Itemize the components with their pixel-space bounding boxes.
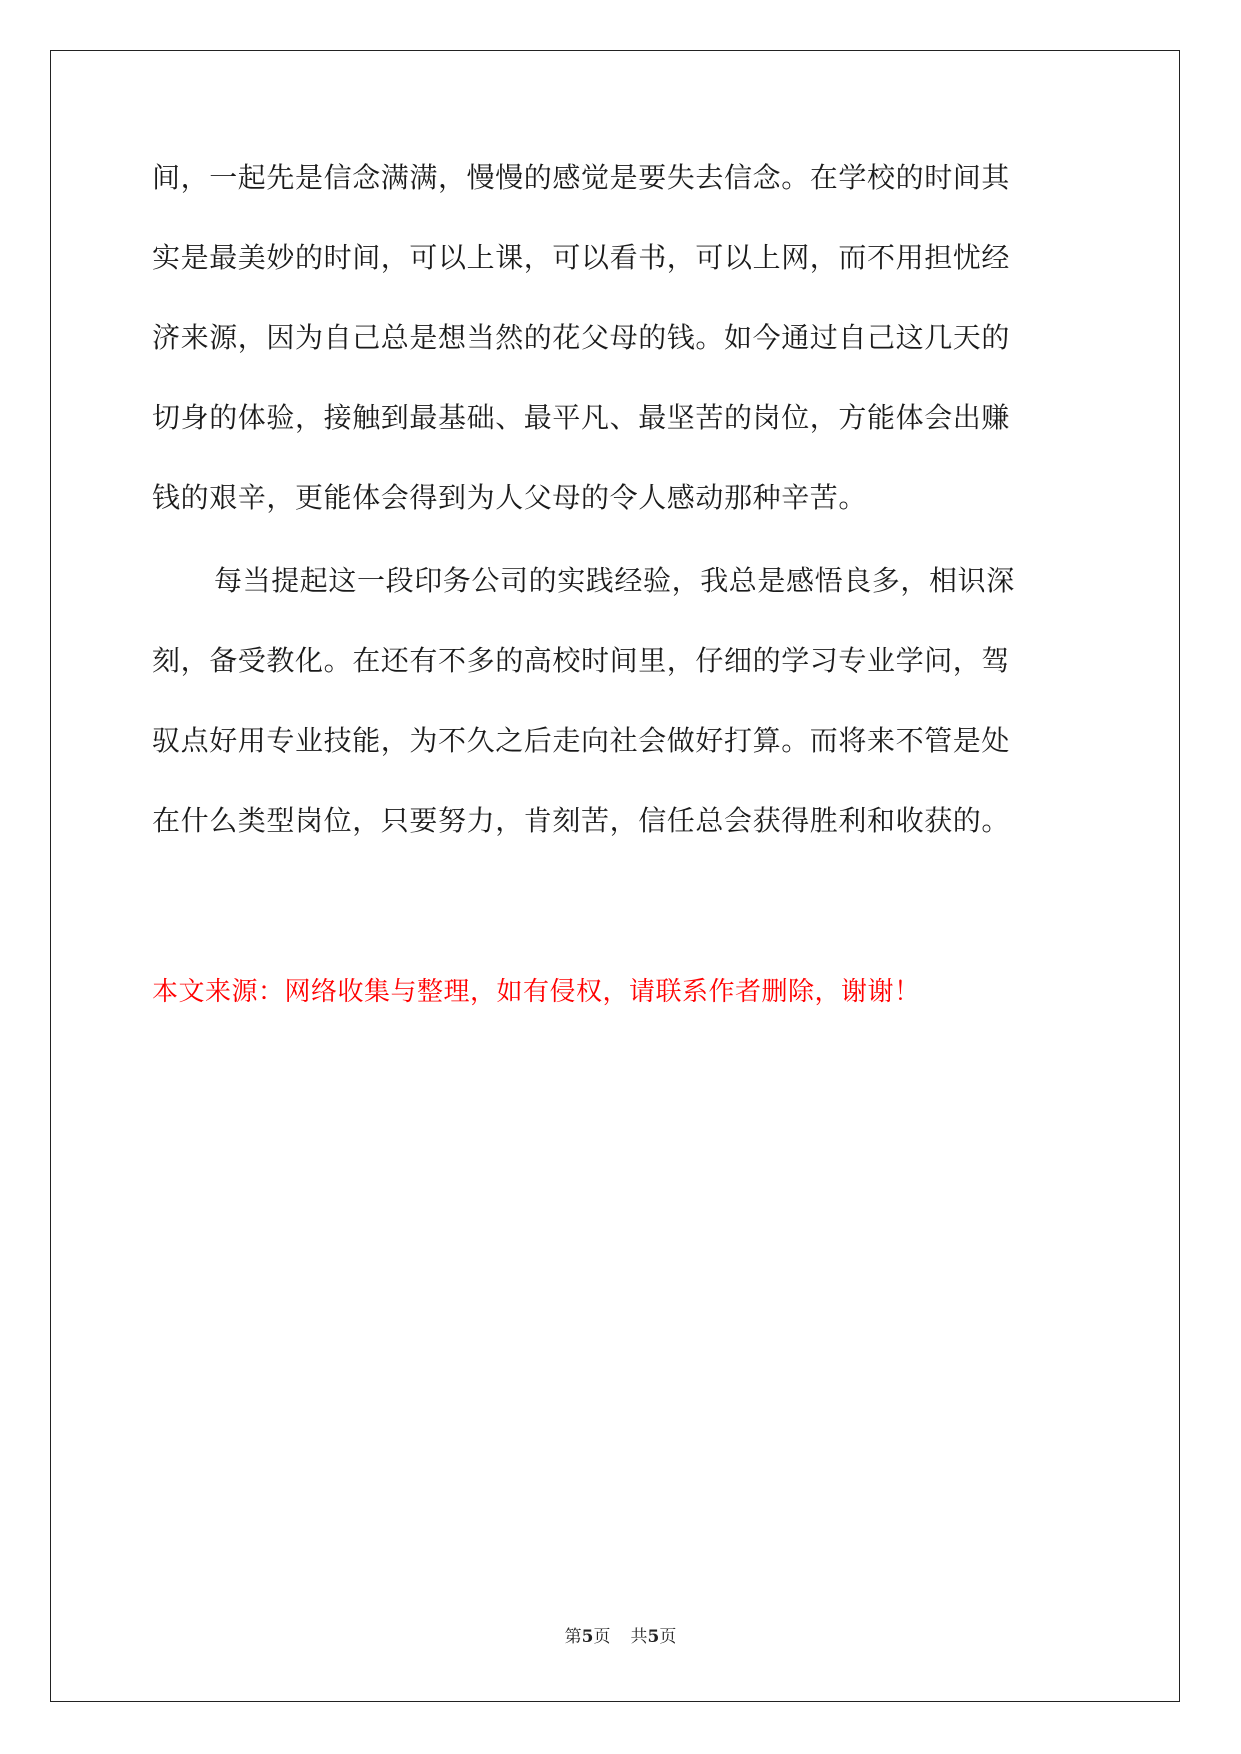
source-note: 本文来源：网络收集与整理，如有侵权，请联系作者删除，谢谢！ <box>152 977 921 1007</box>
paragraph-line: 济来源，因为自己总是想当然的花父母的钱。如今通过自己这几天的 <box>152 321 1011 354</box>
page-footer <box>0 1627 1241 1647</box>
paragraph-1 <box>152 161 1087 514</box>
total-prefix: 共 <box>630 1627 648 1647</box>
paragraph-line: 实是最美妙的时间，可以上课，可以看书，可以上网，而不用担忧经 <box>152 241 1011 274</box>
paragraph-line: 间，一起先是信念满满，慢慢的感觉是要失去信念。在学校的时间其 <box>152 161 1011 194</box>
page-suffix: 页 <box>593 1627 611 1647</box>
paragraph-2 <box>152 564 1087 837</box>
paragraph-line: 切身的体验，接触到最基础、最平凡、最坚苦的岗位，方能体会出赚 <box>152 401 1011 434</box>
document-body <box>152 161 1087 887</box>
page-prefix: 第 <box>564 1627 582 1647</box>
paragraph-line: 在什么类型岗位，只要努力，肯刻苦，信任总会获得胜利和收获的。 <box>152 804 1011 837</box>
paragraph-line: 钱的艰辛，更能体会得到为人父母的令人感动那种辛苦。 <box>152 481 868 514</box>
current-page-number: 5 <box>581 1627 594 1647</box>
paragraph-line: 每当提起这一段印务公司的实践经验，我总是感悟良多，相识深 <box>214 564 1015 597</box>
paragraph-line: 刻，备受教化。在还有不多的高校时间里，仔细的学习专业学问，驾 <box>152 644 1011 677</box>
paragraph-line: 驭点好用专业技能，为不久之后走向社会做好打算。而将来不管是处 <box>152 724 1011 757</box>
total-suffix: 页 <box>659 1627 677 1647</box>
total-pages-number: 5 <box>647 1627 660 1647</box>
